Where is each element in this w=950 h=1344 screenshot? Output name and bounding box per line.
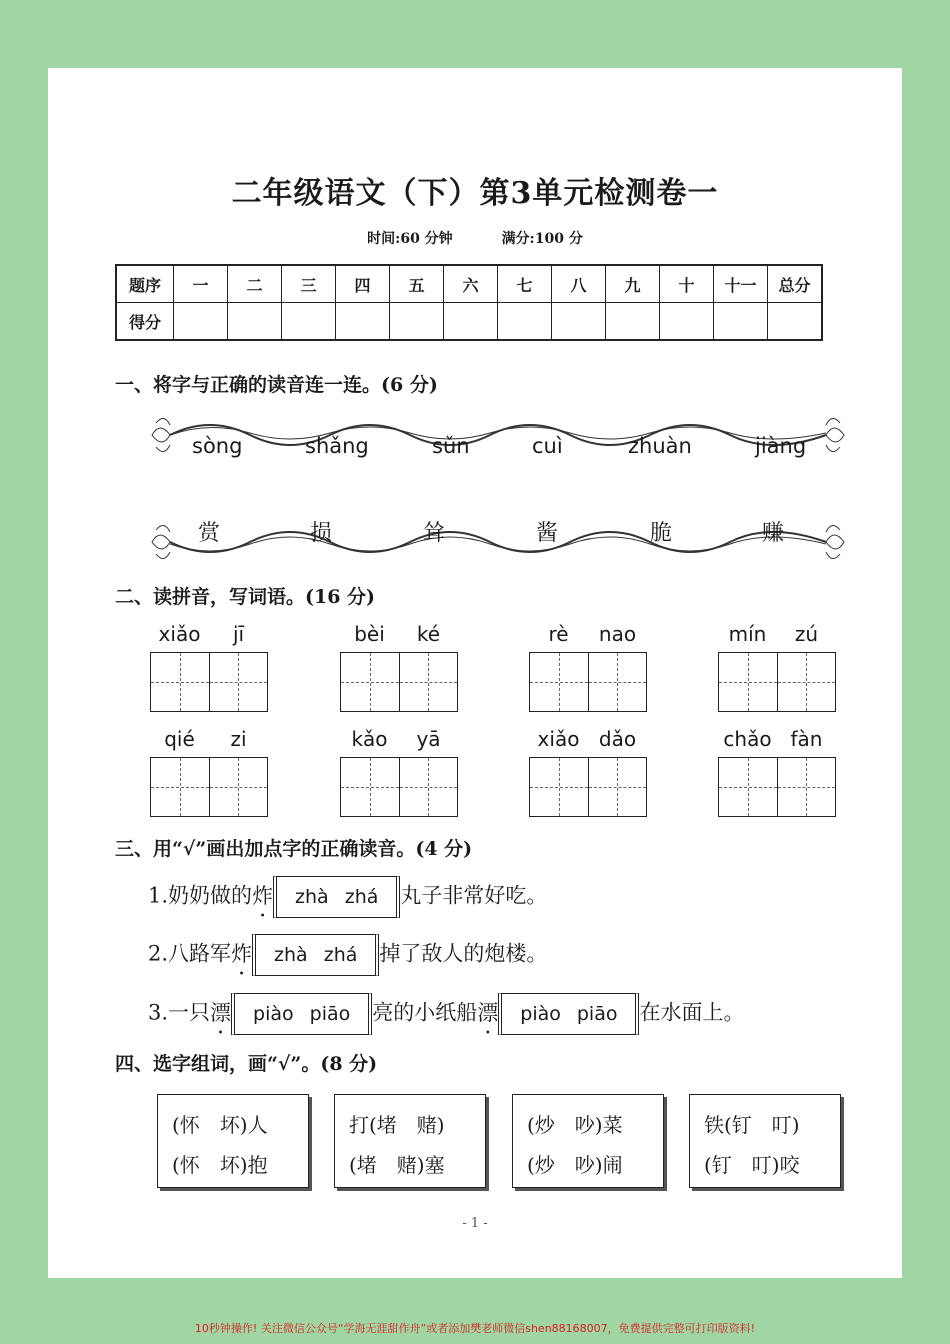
word-choice-card: [689, 1094, 841, 1188]
tianzige-boxes: [718, 757, 836, 817]
pinyin-syllable: rè: [548, 622, 569, 646]
reading-option[interactable]: zhá: [323, 944, 358, 966]
pinyin-syllable: bèi: [354, 622, 385, 646]
reading-option[interactable]: zhá: [344, 886, 379, 908]
writing-cell[interactable]: [210, 653, 268, 711]
pinyin-syllable: mín: [728, 622, 767, 646]
word-choice-card: [157, 1094, 309, 1188]
score-cell[interactable]: [336, 303, 390, 341]
writing-cell[interactable]: [210, 758, 268, 816]
vine-decoration-top: [150, 405, 846, 465]
pinyin-syllable: xiǎo: [158, 622, 201, 646]
pinyin-syllable: chǎo: [723, 727, 772, 751]
pinyin-option[interactable]: shǎng: [305, 434, 369, 458]
pinyin-syllable: zú: [794, 622, 819, 646]
score-cell[interactable]: [606, 303, 660, 341]
tianzige-boxes: [718, 652, 836, 712]
writing-cell[interactable]: [341, 653, 400, 711]
writing-cell[interactable]: [530, 653, 589, 711]
tianzige-boxes: [150, 757, 268, 817]
word-choice-line[interactable]: (钉 叮)咬: [704, 1153, 800, 1177]
pinyin-option[interactable]: cuì: [532, 434, 563, 458]
writing-cell[interactable]: [151, 758, 210, 816]
score-table-label: 题序: [116, 265, 174, 303]
reading-choice-box[interactable]: [498, 993, 639, 1035]
word-choice-line[interactable]: (炒 吵)菜: [527, 1113, 623, 1137]
word-choice-line[interactable]: 铁(钉 叮): [704, 1113, 800, 1137]
word-choice-line[interactable]: (炒 吵)闹: [527, 1153, 623, 1177]
pinyin-syllable: jī: [232, 622, 245, 646]
writing-cell[interactable]: [589, 653, 647, 711]
writing-cell[interactable]: [719, 758, 778, 816]
score-table-question-number: 六: [444, 265, 498, 303]
score-table-question-number: 八: [552, 265, 606, 303]
reading-option[interactable]: zhà: [274, 944, 308, 966]
dotted-char: 炸: [252, 883, 274, 908]
tianzige-boxes: [340, 652, 458, 712]
vine-decoration-bottom: [150, 512, 846, 572]
score-table-question-number: 十一: [714, 265, 768, 303]
score-cell[interactable]: [174, 303, 228, 341]
reading-option[interactable]: zhà: [295, 886, 329, 908]
word-choice-line[interactable]: (怀 坏)人: [172, 1113, 268, 1137]
character-option[interactable]: 脆: [650, 521, 673, 546]
question3-sentence-2: 2.八路军炸 zhà zhá 掉了敌人的炮楼。: [148, 934, 547, 976]
score-table-header-row: [116, 265, 822, 303]
pinyin-syllable: qié: [164, 727, 195, 751]
full-score: 满分:100 分: [501, 231, 583, 247]
character-option[interactable]: 赚: [762, 521, 785, 546]
question3-sentence-3: 3.一只漂 piào piāo 亮的小纸船漂 piào piāo 在水面上。: [148, 993, 744, 1035]
page-title: 二年级语文（下）第3单元检测卷一: [231, 176, 719, 211]
pinyin-syllable: kǎo: [351, 727, 388, 751]
score-table-question-number: 七: [498, 265, 552, 303]
score-cell[interactable]: [552, 303, 606, 341]
character-option[interactable]: 耸: [423, 521, 446, 546]
dotted-char: 漂: [210, 1000, 232, 1025]
score-table-question-number: 总分: [768, 265, 823, 303]
question3-sentence-1: 1.奶奶做的炸 zhà zhá 丸子非常好吃。: [148, 876, 547, 918]
score-cell[interactable]: [660, 303, 714, 341]
score-table-question-number: 十: [660, 265, 714, 303]
page-number: - 1 -: [462, 1216, 488, 1231]
character-option[interactable]: 赏: [198, 521, 221, 546]
score-table-label: 得分: [116, 303, 174, 341]
writing-cell[interactable]: [530, 758, 589, 816]
dotted-char: 漂: [477, 1000, 499, 1025]
score-table: [115, 264, 823, 341]
word-choice-line[interactable]: (怀 坏)抱: [172, 1153, 268, 1177]
writing-cell[interactable]: [719, 653, 778, 711]
pinyin-syllable: dǎo: [598, 727, 637, 751]
pinyin-option[interactable]: jiàng: [755, 434, 807, 458]
reading-option[interactable]: piào: [520, 1003, 561, 1025]
tianzige-boxes: [529, 757, 647, 817]
time-limit: 时间:60 分钟: [367, 231, 453, 247]
reading-choice-box[interactable]: [252, 934, 379, 976]
pinyin-syllable: ké: [416, 622, 441, 646]
writing-cell[interactable]: [341, 758, 400, 816]
pinyin-syllable: xiǎo: [537, 727, 580, 751]
section4-heading: 四、选字组词，画“√”。(8 分): [115, 1053, 378, 1075]
section2-heading: 二、读拼音，写词语。(16 分): [115, 586, 376, 608]
pinyin-syllable: zi: [230, 727, 247, 751]
pinyin-syllable: yā: [416, 727, 441, 751]
score-cell[interactable]: [228, 303, 282, 341]
pinyin-syllable: nao: [598, 622, 637, 646]
tianzige-boxes: [340, 757, 458, 817]
writing-cell[interactable]: [400, 758, 458, 816]
word-choice-line[interactable]: (堵 赌)塞: [349, 1153, 445, 1177]
reading-option[interactable]: piāo: [309, 1003, 351, 1025]
score-table-question-number: 五: [390, 265, 444, 303]
section3-heading: 三、用“√”画出加点字的正确读音。(4 分): [115, 838, 473, 860]
reading-choice-box[interactable]: [273, 876, 400, 918]
pinyin-syllable: fàn: [790, 727, 823, 751]
section1-heading: 一、将字与正确的读音连一连。(6 分): [115, 374, 438, 396]
word-choice-card: [512, 1094, 664, 1188]
word-choice-line[interactable]: 打(堵 赌): [349, 1113, 445, 1137]
dotted-char: 炸: [231, 941, 253, 966]
writing-cell[interactable]: [589, 758, 647, 816]
exam-meta: [0, 228, 950, 248]
pinyin-option[interactable]: sǔn: [432, 434, 470, 458]
reading-option[interactable]: piāo: [576, 1003, 618, 1025]
score-cell[interactable]: [390, 303, 444, 341]
tianzige-boxes: [529, 652, 647, 712]
writing-cell[interactable]: [778, 758, 836, 816]
character-option[interactable]: 酱: [536, 521, 559, 546]
score-table-question-number: 一: [174, 265, 228, 303]
reading-choice-box[interactable]: [231, 993, 372, 1035]
word-choice-card: [334, 1094, 486, 1188]
score-table-question-number: 九: [606, 265, 660, 303]
tianzige-boxes: [150, 652, 268, 712]
pinyin-option[interactable]: sòng: [192, 434, 243, 458]
writing-cell[interactable]: [778, 653, 836, 711]
score-table-score-row: [116, 303, 822, 341]
score-cell[interactable]: [282, 303, 336, 341]
footer-promo-text: 10秒钟操作! 关注微信公众号“学海无涯甜作舟”或者添加樊老师微信shen88168007，免费提供完整可打印版资料!: [194, 1322, 756, 1335]
pinyin-option[interactable]: zhuàn: [628, 434, 692, 458]
character-option[interactable]: 损: [310, 521, 333, 546]
writing-cell[interactable]: [400, 653, 458, 711]
score-cell[interactable]: [768, 303, 823, 341]
score-table-question-number: 三: [282, 265, 336, 303]
score-table-question-number: 四: [336, 265, 390, 303]
score-cell[interactable]: [444, 303, 498, 341]
score-cell[interactable]: [498, 303, 552, 341]
score-cell[interactable]: [714, 303, 768, 341]
writing-cell[interactable]: [151, 653, 210, 711]
reading-option[interactable]: piào: [253, 1003, 294, 1025]
score-table-question-number: 二: [228, 265, 282, 303]
